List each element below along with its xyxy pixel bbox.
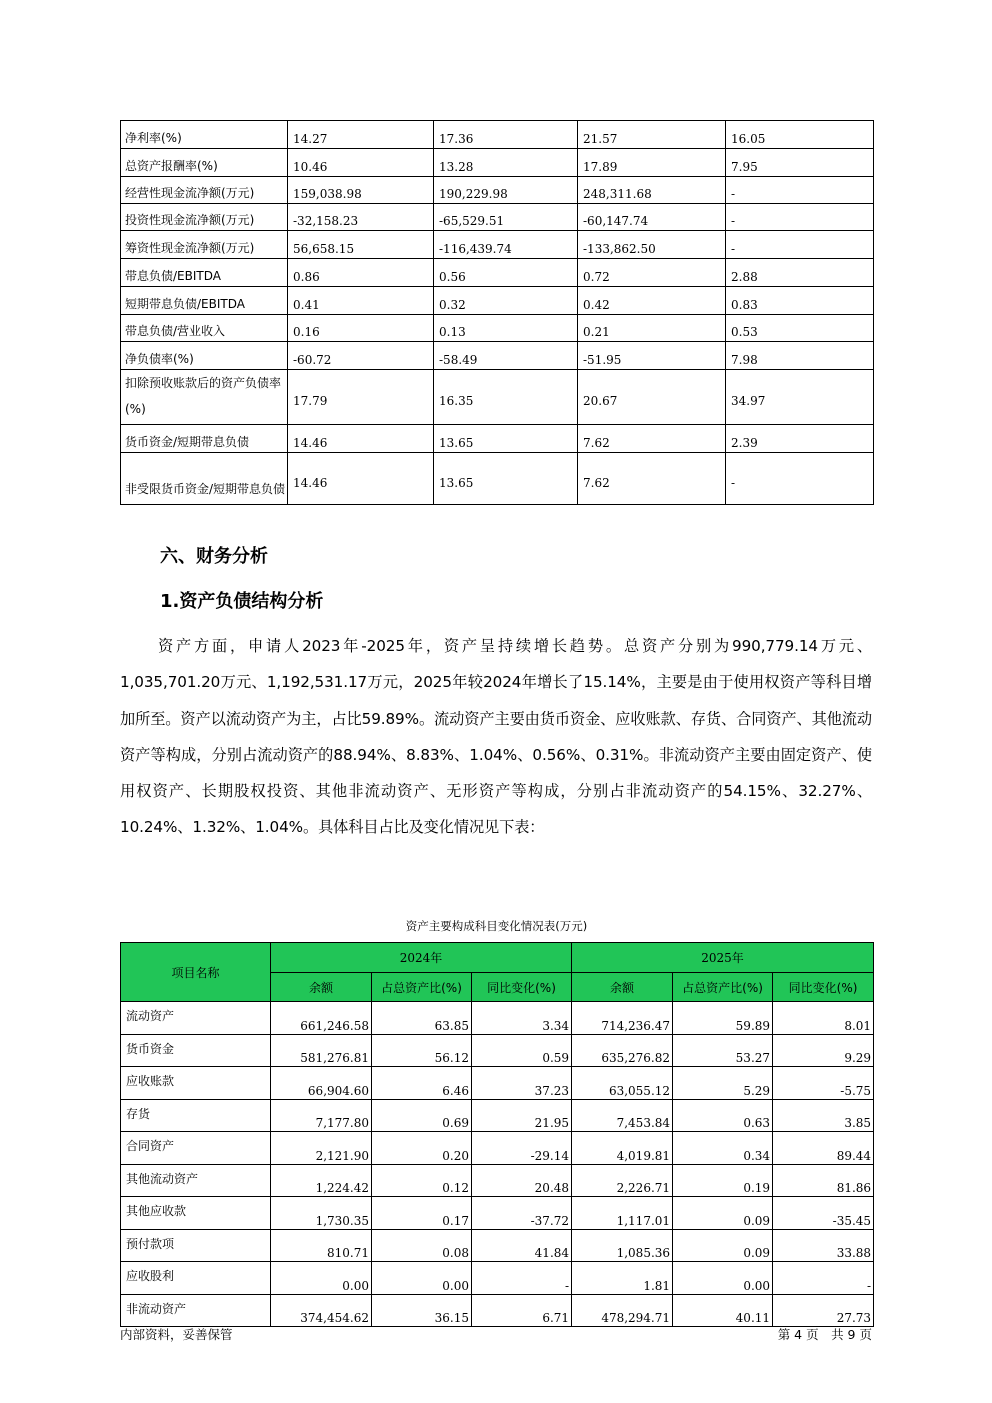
item-value: 0.19 <box>673 1164 773 1197</box>
item-value: 81.86 <box>773 1164 874 1197</box>
year-2025-header: 2025年 <box>572 943 874 973</box>
table-row <box>121 1229 874 1262</box>
item-value: 2,121.90 <box>271 1132 372 1165</box>
item-value: 6.71 <box>472 1294 572 1327</box>
item-value: 66,904.60 <box>271 1067 372 1100</box>
metric-value: 0.56 <box>434 259 578 287</box>
item-value: 0.63 <box>673 1099 773 1132</box>
metric-value: 0.53 <box>726 315 874 342</box>
item-value: 0.20 <box>372 1132 472 1165</box>
metrics-row <box>121 287 874 315</box>
item-value: 7,177.80 <box>271 1099 372 1132</box>
item-value: 9.29 <box>773 1034 874 1067</box>
item-value: - <box>472 1262 572 1295</box>
item-value: 0.17 <box>372 1197 472 1230</box>
item-value: 27.73 <box>773 1294 874 1327</box>
asset-structure-table <box>120 942 874 1327</box>
metric-value: 7.62 <box>578 425 726 453</box>
item-value: 40.11 <box>673 1294 773 1327</box>
item-value: 89.44 <box>773 1132 874 1165</box>
metrics-row <box>121 259 874 287</box>
metric-value: 0.13 <box>434 315 578 342</box>
sub-header: 同比变化(%) <box>472 973 572 1002</box>
sub-header: 占总资产比(%) <box>372 973 472 1002</box>
metrics-row <box>121 370 874 425</box>
item-name: 合同资产 <box>121 1132 271 1165</box>
item-name: 应收账款 <box>121 1067 271 1100</box>
metric-value: 190,229.98 <box>434 177 578 204</box>
item-value: -35.45 <box>773 1197 874 1230</box>
item-name: 预付款项 <box>121 1229 271 1262</box>
metric-value: -60.72 <box>288 342 434 370</box>
metric-value: -116,439.74 <box>434 231 578 259</box>
item-value: 20.48 <box>472 1164 572 1197</box>
metric-value: 2.39 <box>726 425 874 453</box>
metric-value: 0.42 <box>578 287 726 315</box>
metric-value: 14.46 <box>288 453 434 505</box>
table-row <box>121 1099 874 1132</box>
metric-value: 248,311.68 <box>578 177 726 204</box>
metric-label: 经营性现金流净额(万元) <box>121 177 288 204</box>
sub-heading: 1.资产负债结构分析 <box>160 591 324 612</box>
table-row <box>121 1294 874 1327</box>
metric-value: 7.62 <box>578 453 726 505</box>
metric-value: 14.27 <box>288 121 434 149</box>
item-value: - <box>773 1262 874 1295</box>
metric-value: - <box>726 204 874 231</box>
item-value: -5.75 <box>773 1067 874 1100</box>
metric-value: 56,658.15 <box>288 231 434 259</box>
item-name: 货币资金 <box>121 1034 271 1067</box>
item-value: 374,454.62 <box>271 1294 372 1327</box>
item-value: 36.15 <box>372 1294 472 1327</box>
metric-value: 16.35 <box>434 370 578 425</box>
item-value: 3.34 <box>472 1002 572 1035</box>
item-value: -29.14 <box>472 1132 572 1165</box>
metric-value: 0.41 <box>288 287 434 315</box>
metric-label: 投资性现金流净额(万元) <box>121 204 288 231</box>
item-value: 714,236.47 <box>572 1002 673 1035</box>
metric-value: 13.65 <box>434 425 578 453</box>
item-value: 1.81 <box>572 1262 673 1295</box>
item-value: 2,226.71 <box>572 1164 673 1197</box>
table-row <box>121 1002 874 1035</box>
metric-value: -60,147.74 <box>578 204 726 231</box>
item-value: 6.46 <box>372 1067 472 1100</box>
item-value: 635,276.82 <box>572 1034 673 1067</box>
metric-value: 14.46 <box>288 425 434 453</box>
metric-value: 0.21 <box>578 315 726 342</box>
page-number: 第 4 页 共 9 页 <box>777 1327 872 1342</box>
metric-label: 净负债率(%) <box>121 342 288 370</box>
year-2024-header: 2024年 <box>271 943 572 973</box>
item-value: 53.27 <box>673 1034 773 1067</box>
item-value: 0.00 <box>271 1262 372 1295</box>
sub-header: 余额 <box>271 973 372 1002</box>
metric-value: - <box>726 453 874 505</box>
item-value: 5.29 <box>673 1067 773 1100</box>
item-value: 56.12 <box>372 1034 472 1067</box>
item-name: 应收股利 <box>121 1262 271 1295</box>
sub-header: 占总资产比(%) <box>673 973 773 1002</box>
item-value: 7,453.84 <box>572 1099 673 1132</box>
item-value: 33.88 <box>773 1229 874 1262</box>
metric-value: -133,862.50 <box>578 231 726 259</box>
item-name: 流动资产 <box>121 1002 271 1035</box>
item-value: 59.89 <box>673 1002 773 1035</box>
metrics-row <box>121 315 874 342</box>
item-value: 0.00 <box>673 1262 773 1295</box>
metric-value: 7.98 <box>726 342 874 370</box>
metric-label: 筹资性现金流净额(万元) <box>121 231 288 259</box>
table-row <box>121 1067 874 1100</box>
metric-value: 0.86 <box>288 259 434 287</box>
item-value: 1,730.35 <box>271 1197 372 1230</box>
metric-value: 17.36 <box>434 121 578 149</box>
metric-value: 13.28 <box>434 149 578 177</box>
metric-value: 0.32 <box>434 287 578 315</box>
item-value: 478,294.71 <box>572 1294 673 1327</box>
metrics-row <box>121 177 874 204</box>
item-value: 1,224.42 <box>271 1164 372 1197</box>
metric-value: 16.05 <box>726 121 874 149</box>
item-value: 37.23 <box>472 1067 572 1100</box>
item-name: 非流动资产 <box>121 1294 271 1327</box>
analysis-paragraph: 资产方面，申请人2023年-2025年，资产呈持续增长趋势。总资产分别为990,779.14万元、1,035,701.20万元、1,192,531.17万元，2025年较2024年增长了15.14%，主要是由于使用权资产等科目增加所至。资产以流动资产为主，占比59.89%。流动资产主要由货币资金、应收账款、存货、合同资产、其他流动资产等构成，分别占流动资产的88.94%、8.83%、1.04%、0.56%、0.31%。非流动资产主要由固定资产、使用权资产、长期股权投资、其他非流动资产、无形资产等构成，分别占非流动资产的54.15%、32.27%、10.24%、1.32%、1.04%。具体科目占比及变化情况见下表： <box>120 637 872 837</box>
item-value: 0.00 <box>372 1262 472 1295</box>
metric-value: 0.16 <box>288 315 434 342</box>
metric-value: 0.72 <box>578 259 726 287</box>
metric-label: 净利率(%) <box>121 121 288 149</box>
item-value: 41.84 <box>472 1229 572 1262</box>
table-row <box>121 1132 874 1165</box>
item-value: 0.12 <box>372 1164 472 1197</box>
table-caption: 资产主要构成科目变化情况表(万元) <box>405 919 588 933</box>
item-value: 8.01 <box>773 1002 874 1035</box>
section-heading: 六、财务分析 <box>160 546 268 567</box>
item-value: 0.08 <box>372 1229 472 1262</box>
metric-value: 17.89 <box>578 149 726 177</box>
metrics-row <box>121 425 874 453</box>
table-row <box>121 1164 874 1197</box>
metric-label: 扣除预收账款后的资产负债率(%) <box>121 370 288 425</box>
metric-value: 17.79 <box>288 370 434 425</box>
metrics-row <box>121 204 874 231</box>
item-name: 其他应收款 <box>121 1197 271 1230</box>
item-value: 0.09 <box>673 1229 773 1262</box>
item-value: 581,276.81 <box>271 1034 372 1067</box>
metric-value: 7.95 <box>726 149 874 177</box>
metric-value: -32,158.23 <box>288 204 434 231</box>
metrics-row <box>121 342 874 370</box>
metric-value: 20.67 <box>578 370 726 425</box>
item-value: 63,055.12 <box>572 1067 673 1100</box>
table-row <box>121 1034 874 1067</box>
metric-label: 带息负债/营业收入 <box>121 315 288 342</box>
item-value: 1,117.01 <box>572 1197 673 1230</box>
item-value: -37.72 <box>472 1197 572 1230</box>
metric-value: -51.95 <box>578 342 726 370</box>
item-value: 21.95 <box>472 1099 572 1132</box>
metric-value: 0.83 <box>726 287 874 315</box>
metric-label: 非受限货币资金/短期带息负债 <box>121 453 288 505</box>
item-value: 4,019.81 <box>572 1132 673 1165</box>
metric-value: 34.97 <box>726 370 874 425</box>
metric-value: 13.65 <box>434 453 578 505</box>
metric-value: 2.88 <box>726 259 874 287</box>
financial-metrics-table <box>120 120 874 505</box>
metric-value: - <box>726 177 874 204</box>
metric-value: 159,038.98 <box>288 177 434 204</box>
table-row <box>121 1197 874 1230</box>
item-value: 0.69 <box>372 1099 472 1132</box>
metrics-row <box>121 121 874 149</box>
item-name: 存货 <box>121 1099 271 1132</box>
metric-value: -65,529.51 <box>434 204 578 231</box>
metric-value: 10.46 <box>288 149 434 177</box>
item-value: 810.71 <box>271 1229 372 1262</box>
metric-label: 总资产报酬率(%) <box>121 149 288 177</box>
item-value: 0.59 <box>472 1034 572 1067</box>
metrics-row <box>121 231 874 259</box>
metric-value: - <box>726 231 874 259</box>
sub-header: 余额 <box>572 973 673 1002</box>
footer-note: 内部资料，妥善保管 <box>120 1327 233 1342</box>
metric-value: -58.49 <box>434 342 578 370</box>
item-value: 0.34 <box>673 1132 773 1165</box>
item-value: 1,085.36 <box>572 1229 673 1262</box>
item-name-header: 项目名称 <box>121 943 271 1002</box>
item-value: 0.09 <box>673 1197 773 1230</box>
metric-label: 带息负债/EBITDA <box>121 259 288 287</box>
item-name: 其他流动资产 <box>121 1164 271 1197</box>
item-value: 661,246.58 <box>271 1002 372 1035</box>
item-value: 3.85 <box>773 1099 874 1132</box>
metric-label: 货币资金/短期带息负债 <box>121 425 288 453</box>
item-value: 63.85 <box>372 1002 472 1035</box>
sub-header: 同比变化(%) <box>773 973 874 1002</box>
metric-label: 短期带息负债/EBITDA <box>121 287 288 315</box>
metrics-row <box>121 149 874 177</box>
table-row <box>121 1262 874 1295</box>
metric-value: 21.57 <box>578 121 726 149</box>
metrics-row <box>121 453 874 505</box>
